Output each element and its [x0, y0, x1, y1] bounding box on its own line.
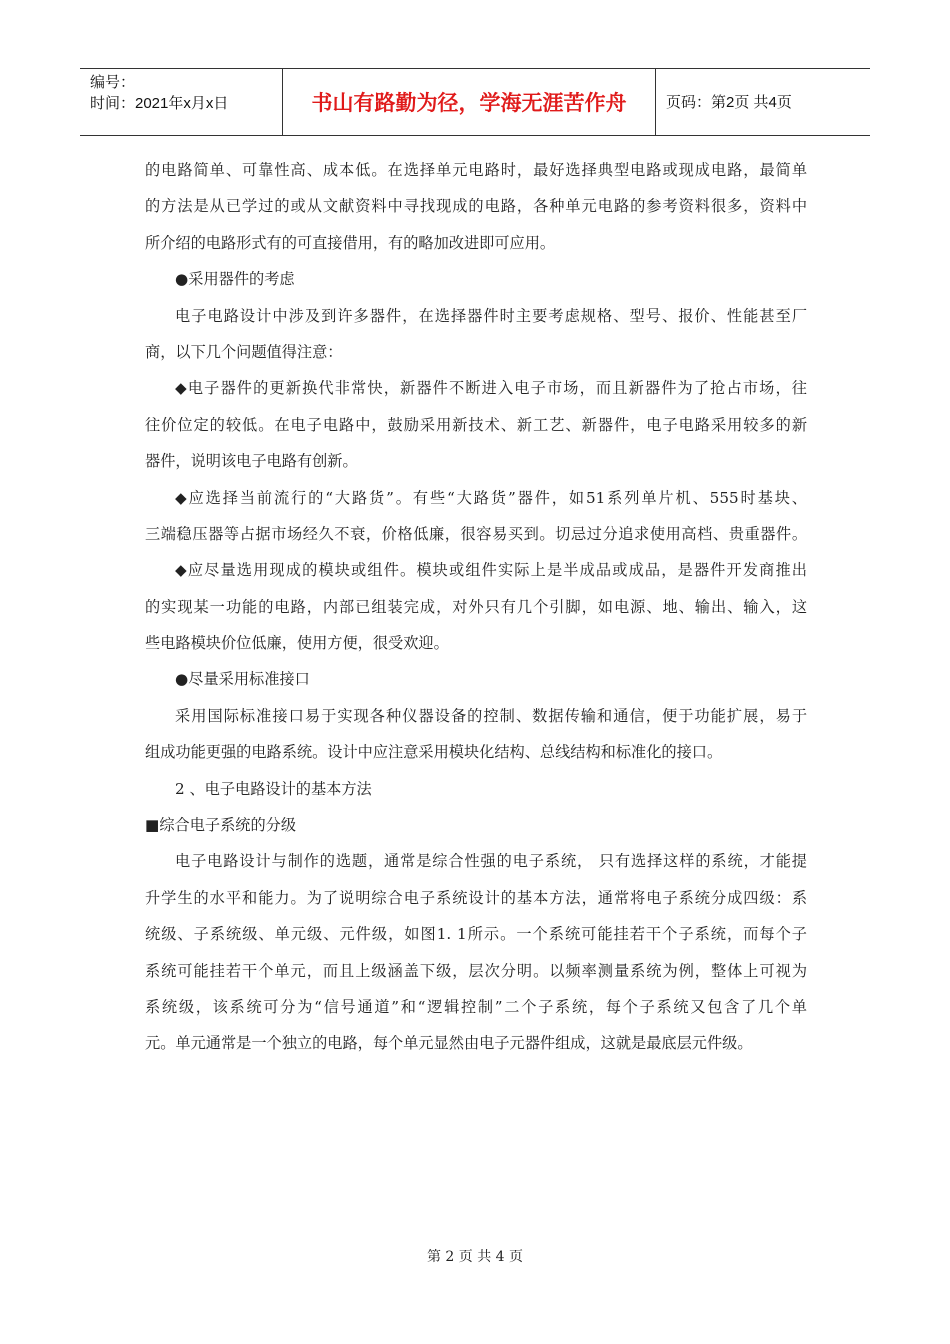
header-meta [80, 69, 282, 135]
body-line: 所介绍的电路形式有的可直接借用，有的略加改进即可应用。 [145, 233, 556, 252]
page-footer: 第 2 页 共 4 页 [426, 1249, 524, 1265]
section-heading: ●尽量采用标准接口 [175, 670, 310, 689]
body-line: 电子电路设计中涉及到许多器件，在选择器件时主要考虑规格、型号、报价、性能甚至厂 [175, 306, 807, 325]
body-line: 系统可能挂若干个单元，而且上级涵盖下级，层次分明。以频率测量系统为例，整体上可视为 [145, 961, 807, 980]
body-line: 组成功能更强的电路系统。设计中应注意采用模块化结构、总线结构和标准化的接口。 [145, 743, 723, 762]
body-line: 元。单元通常是一个独立的电路，每个单元显然由电子元器件组成，这就是最底层元件级。 [145, 1034, 753, 1053]
page-header [80, 68, 870, 136]
body-line: 些电路模块价位低廉，使用方便，很受欢迎。 [145, 634, 449, 653]
subsection-heading: ■综合电子系统的分级 [145, 816, 297, 835]
bullet-line: ◆应尽量选用现成的模块或组件。模块或组件实际上是半成品或成品，是器件开发商推出 [175, 561, 807, 580]
document-number-label: 编号： [90, 74, 136, 91]
body-line: 往价位定的较低。在电子电路中，鼓励采用新技术、新工艺、新器件，电子电路采用较多的新 [145, 415, 807, 434]
body-line: 商，以下几个问题值得注意： [145, 342, 343, 361]
body-line: 器件，说明该电子电路有创新。 [145, 452, 358, 471]
body-line: 电子电路设计与制作的选题，通常是综合性强的电子系统， 只有选择这样的系统，才能提 [175, 852, 807, 871]
body-line: 的电路简单、可靠性高、成本低。在选择单元电路时，最好选择典型电路或现成电路，最简单 [145, 161, 807, 179]
body-line: 系统级，该系统可分为“信号通道”和“逻辑控制”二个子系统，每个子系统又包含了几个单 [145, 997, 807, 1016]
section-heading: ●采用器件的考虑 [175, 270, 295, 289]
body-line: 统级、子系统级、单元级、元件级，如图1. 1所示。一个系统可能挂若干个子系统，而每个子 [145, 925, 807, 944]
header-motto: 书山有路勤为径，学海无涯苦作舟 [282, 69, 656, 135]
document-time-label: 时间：2021年x月x日 [90, 95, 229, 112]
body-line: 采用国际标准接口易于实现各种仪器设备的控制、数据传输和通信，便于功能扩展，易于 [175, 706, 807, 725]
body-line: 升学生的水平和能力。为了说明综合电子系统设计的基本方法，通常将电子系统分成四级：系 [145, 888, 807, 907]
header-page-info: 页码：第2页 共4页 [666, 94, 792, 111]
document-body [145, 152, 807, 1062]
section-heading: 2 、电子电路设计的基本方法 [175, 779, 372, 798]
bullet-line: ◆电子器件的更新换代非常快，新器件不断进入电子市场，而且新器件为了抢占市场，往 [175, 379, 807, 398]
body-line: 的方法是从已学过的或从文献资料中寻找现成的电路，各种单元电路的参考资料很多，资料中 [145, 197, 807, 216]
bullet-line: ◆应选择当前流行的“大路货”。有些“大路货”器件，如51系列单片机、555时基块、 [175, 488, 807, 507]
body-line: 三端稳压器等占据市场经久不衰，价格低廉，很容易买到。切忌过分追求使用高档、贵重器件。 [145, 524, 807, 543]
body-line: 的实现某一功能的电路，内部已组装完成，对外只有几个引脚，如电源、地、输出、输入，这 [145, 597, 807, 616]
